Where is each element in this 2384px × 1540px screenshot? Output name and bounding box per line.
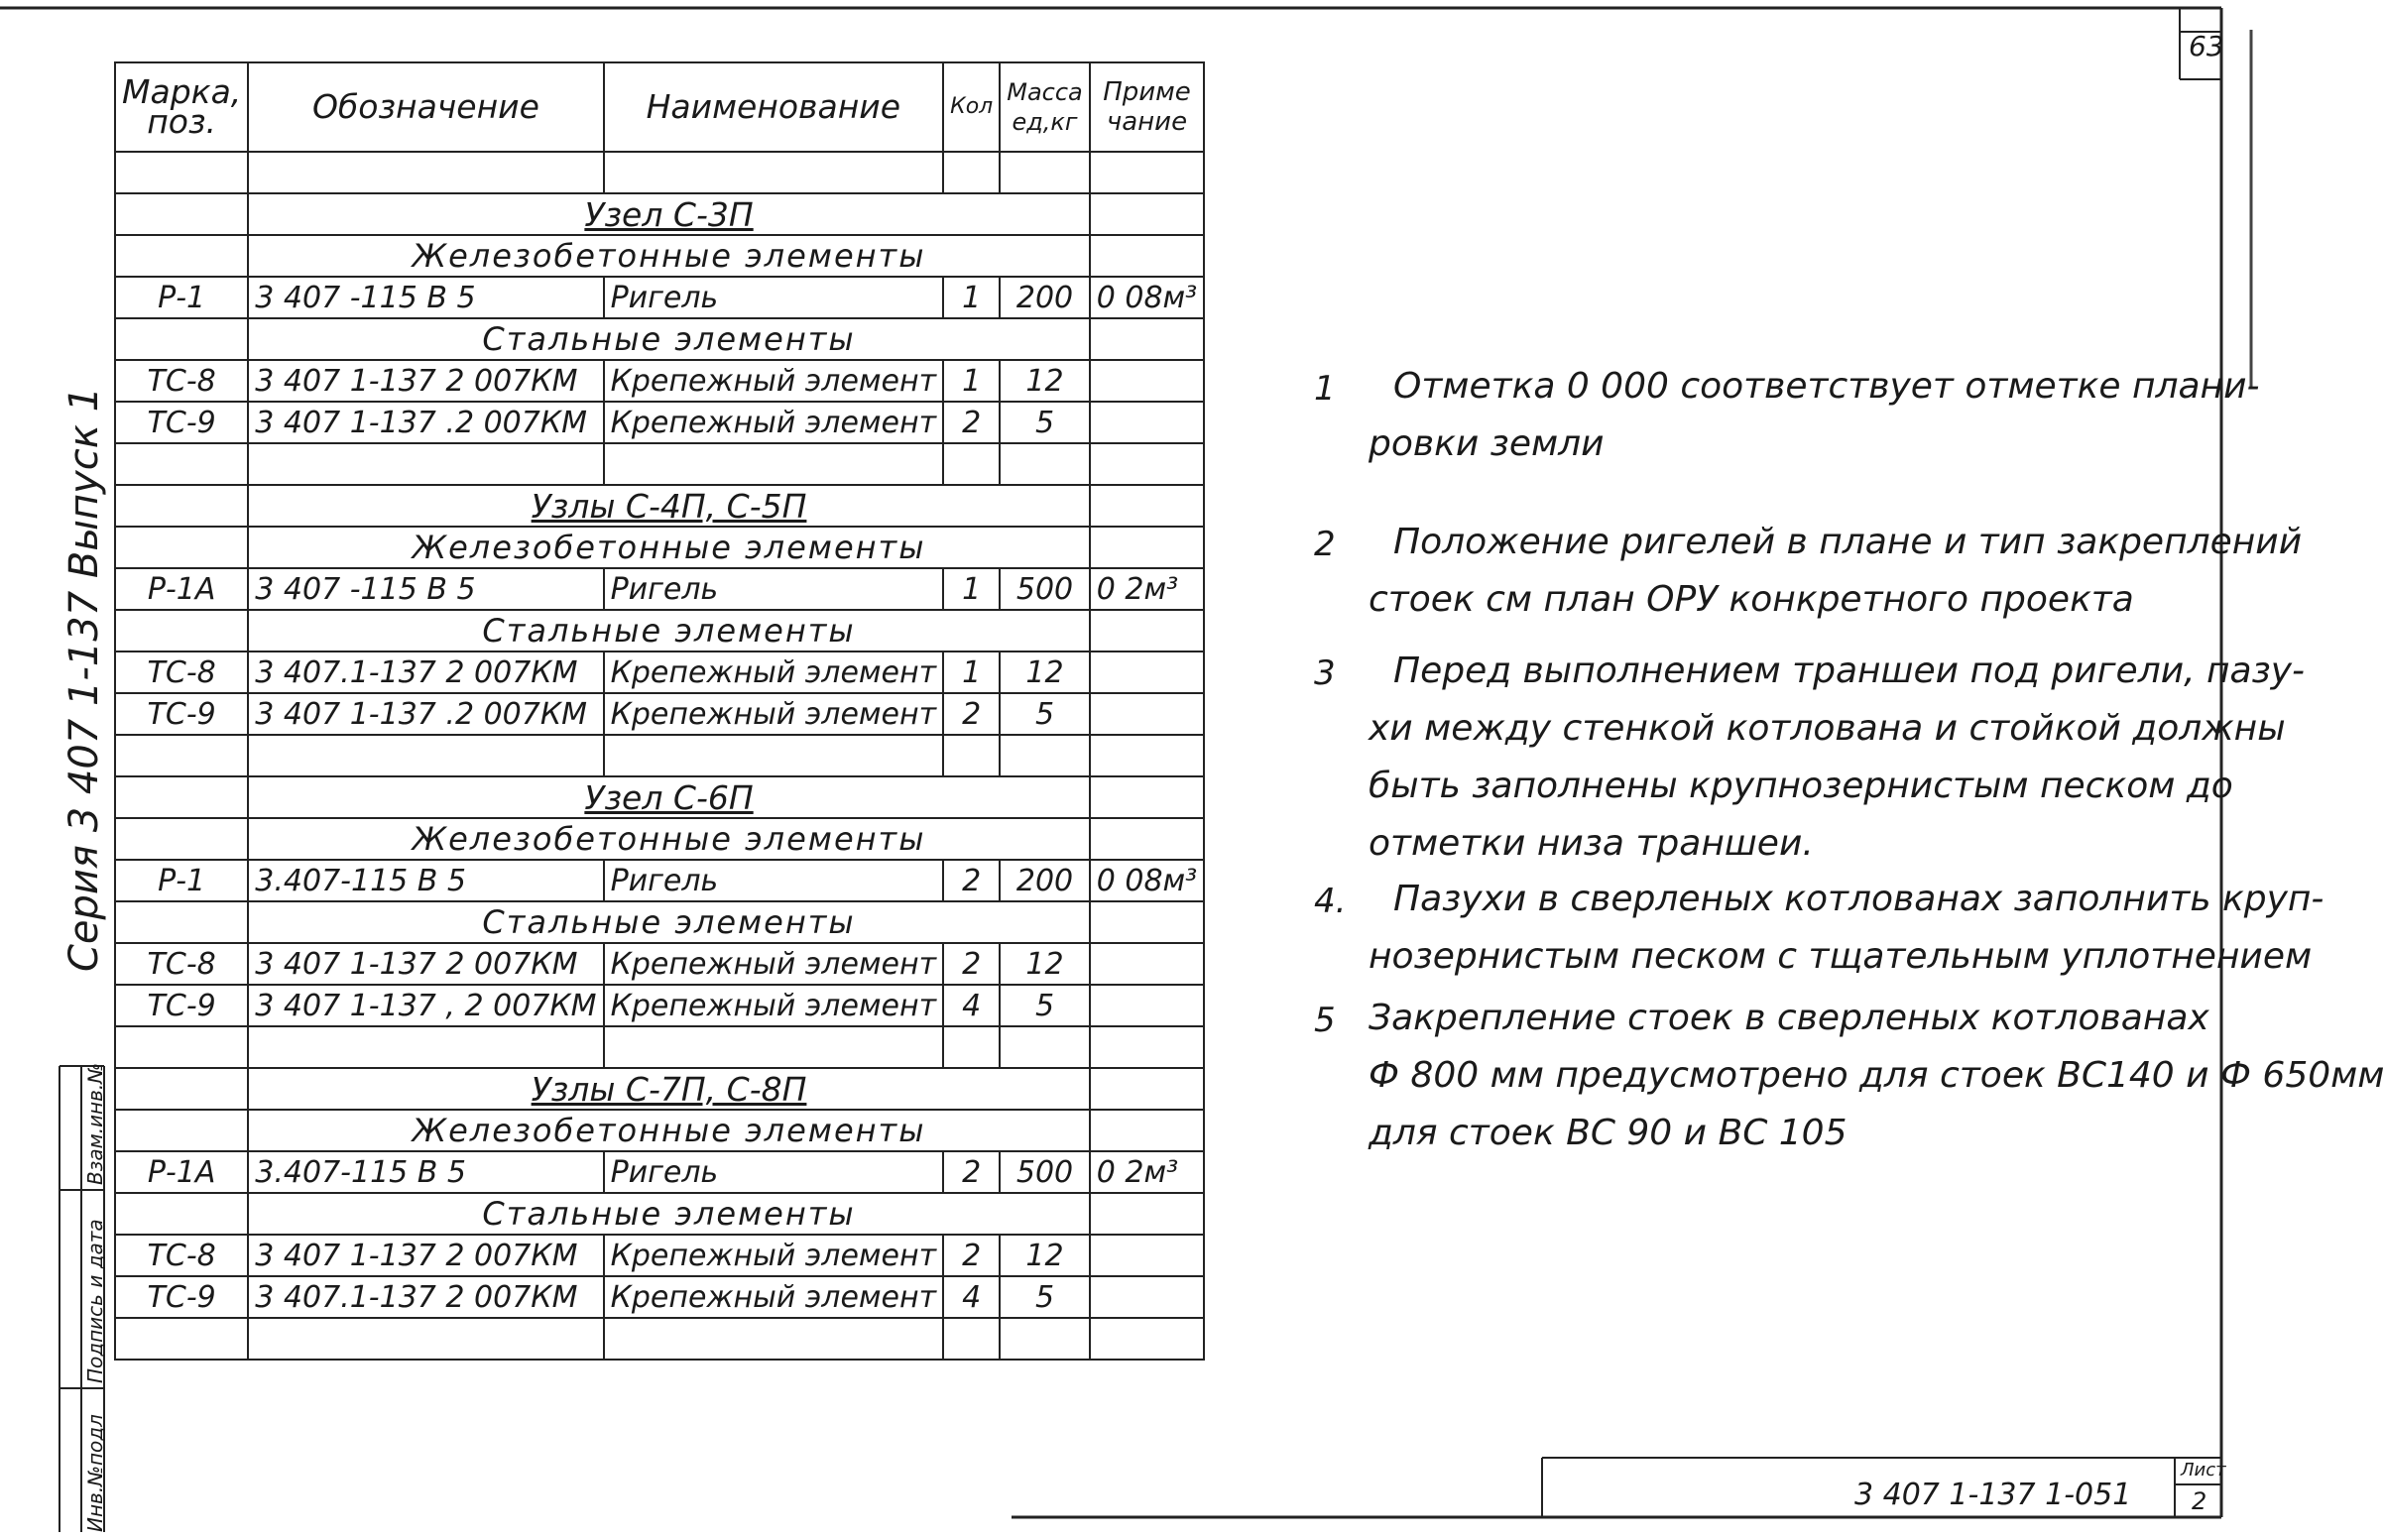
cell-qty: 2 <box>943 693 1000 735</box>
table-row <box>115 652 1204 693</box>
section-title: Стальные элементы <box>248 610 1089 652</box>
cell-note <box>1090 943 1204 985</box>
table-cell <box>1090 152 1204 193</box>
section-title: Железобетонные элементы <box>248 818 1089 860</box>
cell-mass: 12 <box>1000 943 1090 985</box>
table-cell <box>1090 527 1204 568</box>
node-title: Узел С-6П <box>248 776 1089 818</box>
col-header-mass: Масса ед,кг <box>1000 62 1090 152</box>
cell-mark: ТС-8 <box>115 652 248 693</box>
table-cell <box>1090 818 1204 860</box>
cell-designation: 3 407 -115 В 5 <box>248 277 603 318</box>
note-line: хи между стенкой котлована и стойкой должны <box>1369 708 2286 749</box>
section-title: Железобетонные элементы <box>248 235 1089 277</box>
cell-designation: 3.407-115 В 5 <box>248 860 603 901</box>
sheet-number: 2 <box>2192 1487 2207 1515</box>
col-header-designation: Обозначение <box>248 62 603 152</box>
note-number: 1 <box>1314 369 1336 409</box>
table-cell <box>115 318 248 360</box>
cell-qty: 4 <box>943 1276 1000 1318</box>
table-row-section <box>115 818 1204 860</box>
cell-name: Крепежный элемент <box>604 943 944 985</box>
note-line: отметки низа траншеи. <box>1369 823 1814 864</box>
table-row <box>115 1151 1204 1193</box>
table-cell <box>115 485 248 527</box>
cell-mark: Р-1 <box>115 860 248 901</box>
cell-mass: 500 <box>1000 568 1090 610</box>
table-cell <box>604 152 944 193</box>
cell-mark: ТС-8 <box>115 943 248 985</box>
table-cell <box>248 443 603 485</box>
table-row-section <box>115 1193 1204 1235</box>
col-header-note: Приме чание <box>1090 62 1204 152</box>
note-line: быть заполнены крупнозернистым песком до <box>1369 766 2233 806</box>
note-line: нозернистым песком с тщательным уплотнением <box>1369 936 2313 977</box>
table-row-blank <box>115 1318 1204 1360</box>
section-title: Стальные элементы <box>248 1193 1089 1235</box>
table-cell <box>115 1026 248 1068</box>
node-title: Узлы С-4П, С-5П <box>248 485 1089 527</box>
specification-table <box>114 61 1205 1361</box>
cell-name: Ригель <box>604 1151 944 1193</box>
cell-note <box>1090 1276 1204 1318</box>
table-cell <box>943 1026 1000 1068</box>
cell-qty: 1 <box>943 360 1000 402</box>
col-header-name: Наименование <box>604 62 944 152</box>
cell-note: 0 2м³ <box>1090 1151 1204 1193</box>
table-cell <box>115 735 248 776</box>
cell-note <box>1090 693 1204 735</box>
table-cell <box>115 776 248 818</box>
note-line: Положение ригелей в плане и тип закреплений <box>1393 522 2303 562</box>
table-row <box>115 402 1204 443</box>
note-line: Перед выполнением траншеи под ригели, пазу- <box>1393 651 2306 691</box>
table-cell <box>604 443 944 485</box>
table-row <box>115 860 1204 901</box>
cell-name: Крепежный элемент <box>604 1276 944 1318</box>
cell-designation: 3 407 1-137 2 007КМ <box>248 943 603 985</box>
cell-mass: 5 <box>1000 1276 1090 1318</box>
table-row <box>115 985 1204 1026</box>
table-row <box>115 277 1204 318</box>
cell-note <box>1090 985 1204 1026</box>
table-cell <box>115 152 248 193</box>
cell-qty: 2 <box>943 1235 1000 1276</box>
cell-qty: 1 <box>943 277 1000 318</box>
cell-mass: 12 <box>1000 1235 1090 1276</box>
cell-mark: ТС-9 <box>115 693 248 735</box>
cell-mass: 500 <box>1000 1151 1090 1193</box>
cell-mass: 12 <box>1000 360 1090 402</box>
table-cell <box>115 818 248 860</box>
cell-note: 0 08м³ <box>1090 277 1204 318</box>
stamp-inv-number: Инв.№подл <box>83 1414 107 1532</box>
node-title: Узлы С-7П, С-8П <box>248 1068 1089 1110</box>
table-cell <box>943 735 1000 776</box>
table-cell <box>1090 776 1204 818</box>
table-row <box>115 1235 1204 1276</box>
cell-note <box>1090 1235 1204 1276</box>
cell-mark: Р-1А <box>115 568 248 610</box>
cell-mass: 12 <box>1000 652 1090 693</box>
table-cell <box>1090 901 1204 943</box>
cell-mass: 200 <box>1000 860 1090 901</box>
table-row-section <box>115 610 1204 652</box>
series-label: Серия 3 407 1-137 Выпуск 1 <box>61 386 107 972</box>
table-cell <box>248 1318 603 1360</box>
table-row-blank <box>115 735 1204 776</box>
cell-name: Крепежный элемент <box>604 652 944 693</box>
cell-mark: Р-1 <box>115 277 248 318</box>
table-cell <box>943 443 1000 485</box>
cell-qty: 4 <box>943 985 1000 1026</box>
table-cell <box>943 152 1000 193</box>
table-row-blank <box>115 443 1204 485</box>
table-cell <box>1090 610 1204 652</box>
section-title: Железобетонные элементы <box>248 527 1089 568</box>
table-cell <box>115 610 248 652</box>
cell-name: Ригель <box>604 860 944 901</box>
table-cell <box>115 1068 248 1110</box>
table-cell <box>1000 1318 1090 1360</box>
node-title: Узел С-3П <box>248 193 1089 235</box>
table-cell <box>1090 1026 1204 1068</box>
table-cell <box>248 735 603 776</box>
table-row-node-title <box>115 776 1204 818</box>
cell-designation: 3.407-115 В 5 <box>248 1151 603 1193</box>
table-row-section <box>115 1110 1204 1151</box>
cell-name: Крепежный элемент <box>604 693 944 735</box>
table-cell <box>1090 193 1204 235</box>
table-cell <box>1000 735 1090 776</box>
cell-qty: 2 <box>943 402 1000 443</box>
cell-name: Крепежный элемент <box>604 402 944 443</box>
table-cell <box>604 1026 944 1068</box>
page-number: 63 <box>2189 30 2224 62</box>
note-line: Закрепление стоек в сверленых котлованах <box>1369 998 2209 1038</box>
note-line: Пазухи в сверленых котлованах заполнить круп- <box>1393 879 2324 919</box>
table-cell <box>115 193 248 235</box>
note-number: 3 <box>1314 653 1336 693</box>
section-title: Стальные элементы <box>248 901 1089 943</box>
cell-qty: 1 <box>943 568 1000 610</box>
table-cell <box>1090 1068 1204 1110</box>
cell-mark: ТС-8 <box>115 1235 248 1276</box>
section-title: Стальные элементы <box>248 318 1089 360</box>
cell-mark: ТС-9 <box>115 1276 248 1318</box>
cell-mark: ТС-9 <box>115 985 248 1026</box>
cell-note <box>1090 360 1204 402</box>
table-cell <box>115 443 248 485</box>
table-row <box>115 568 1204 610</box>
sheet-label: Лист <box>2181 1460 2226 1481</box>
cell-designation: 3 407 1-137 , 2 007КМ <box>248 985 603 1026</box>
table-row-section <box>115 901 1204 943</box>
table-row-node-title <box>115 193 1204 235</box>
table-row-node-title <box>115 485 1204 527</box>
cell-mark: ТС-9 <box>115 402 248 443</box>
note-line: Ф 800 мм предусмотрено для стоек ВС140 и Ф 650мм <box>1369 1055 2384 1096</box>
table-row <box>115 943 1204 985</box>
table-row-section <box>115 318 1204 360</box>
cell-note <box>1090 652 1204 693</box>
cell-qty: 2 <box>943 1151 1000 1193</box>
table-cell <box>943 1318 1000 1360</box>
cell-note: 0 2м³ <box>1090 568 1204 610</box>
cell-designation: 3 407 1-137 2 007КМ <box>248 1235 603 1276</box>
table-cell <box>115 235 248 277</box>
table-cell <box>248 152 603 193</box>
note-number: 2 <box>1314 525 1336 564</box>
note-number: 4. <box>1314 882 1347 921</box>
cell-designation: 3 407 1-137 .2 007КМ <box>248 693 603 735</box>
table-cell <box>1090 1110 1204 1151</box>
cell-designation: 3 407 1-137 .2 007КМ <box>248 402 603 443</box>
cell-qty: 2 <box>943 943 1000 985</box>
table-cell <box>1090 485 1204 527</box>
table-cell <box>1090 1318 1204 1360</box>
section-title: Железобетонные элементы <box>248 1110 1089 1151</box>
note-line: Отметка 0 000 соответствует отметке плани- <box>1393 366 2260 407</box>
cell-mass: 5 <box>1000 693 1090 735</box>
table-cell <box>1090 443 1204 485</box>
table-cell <box>1000 1026 1090 1068</box>
table-cell <box>1090 235 1204 277</box>
table-row <box>115 360 1204 402</box>
note-number: 5 <box>1314 1001 1336 1040</box>
cell-designation: 3 407.1-137 2 007КМ <box>248 1276 603 1318</box>
table-cell <box>604 735 944 776</box>
cell-mark: ТС-8 <box>115 360 248 402</box>
table-row-section <box>115 235 1204 277</box>
cell-name: Крепежный элемент <box>604 360 944 402</box>
table-cell <box>248 1026 603 1068</box>
cell-designation: 3 407 -115 В 5 <box>248 568 603 610</box>
note-line: для стоек ВС 90 и ВС 105 <box>1369 1113 1848 1153</box>
table-cell <box>115 1193 248 1235</box>
table-cell <box>115 1318 248 1360</box>
table-cell <box>604 1318 944 1360</box>
cell-name: Крепежный элемент <box>604 985 944 1026</box>
stamp-replaced-inv: Взам.инв.№ <box>83 1062 107 1185</box>
cell-mass: 5 <box>1000 402 1090 443</box>
cell-name: Ригель <box>604 277 944 318</box>
cell-designation: 3 407 1-137 2 007КМ <box>248 360 603 402</box>
col-header-mark: Марка, поз. <box>115 62 248 152</box>
stamp-signature-date: Подпись и дата <box>83 1219 107 1383</box>
cell-qty: 1 <box>943 652 1000 693</box>
cell-qty: 2 <box>943 860 1000 901</box>
table-cell <box>115 527 248 568</box>
table-cell <box>1090 735 1204 776</box>
table-row-blank <box>115 1026 1204 1068</box>
table-cell <box>1090 318 1204 360</box>
note-line: ровки земли <box>1369 423 1605 464</box>
table-row-node-title <box>115 1068 1204 1110</box>
table-cell <box>1000 443 1090 485</box>
table-cell <box>115 1110 248 1151</box>
table-row-blank <box>115 152 1204 193</box>
cell-note <box>1090 402 1204 443</box>
table-row <box>115 693 1204 735</box>
table-header-row <box>115 62 1204 152</box>
table-cell <box>1000 152 1090 193</box>
table-cell <box>115 901 248 943</box>
cell-mass: 5 <box>1000 985 1090 1026</box>
cell-mass: 200 <box>1000 277 1090 318</box>
table-row-section <box>115 527 1204 568</box>
cell-name: Ригель <box>604 568 944 610</box>
col-header-qty: Кол <box>943 62 1000 152</box>
cell-name: Крепежный элемент <box>604 1235 944 1276</box>
table-cell <box>1090 1193 1204 1235</box>
cell-note: 0 08м³ <box>1090 860 1204 901</box>
cell-designation: 3 407.1-137 2 007КМ <box>248 652 603 693</box>
note-line: стоек см план ОРУ конкретного проекта <box>1369 579 2134 620</box>
document-code: 3 407 1-137 1-051 <box>1854 1478 2132 1512</box>
table-row <box>115 1276 1204 1318</box>
cell-mark: Р-1А <box>115 1151 248 1193</box>
